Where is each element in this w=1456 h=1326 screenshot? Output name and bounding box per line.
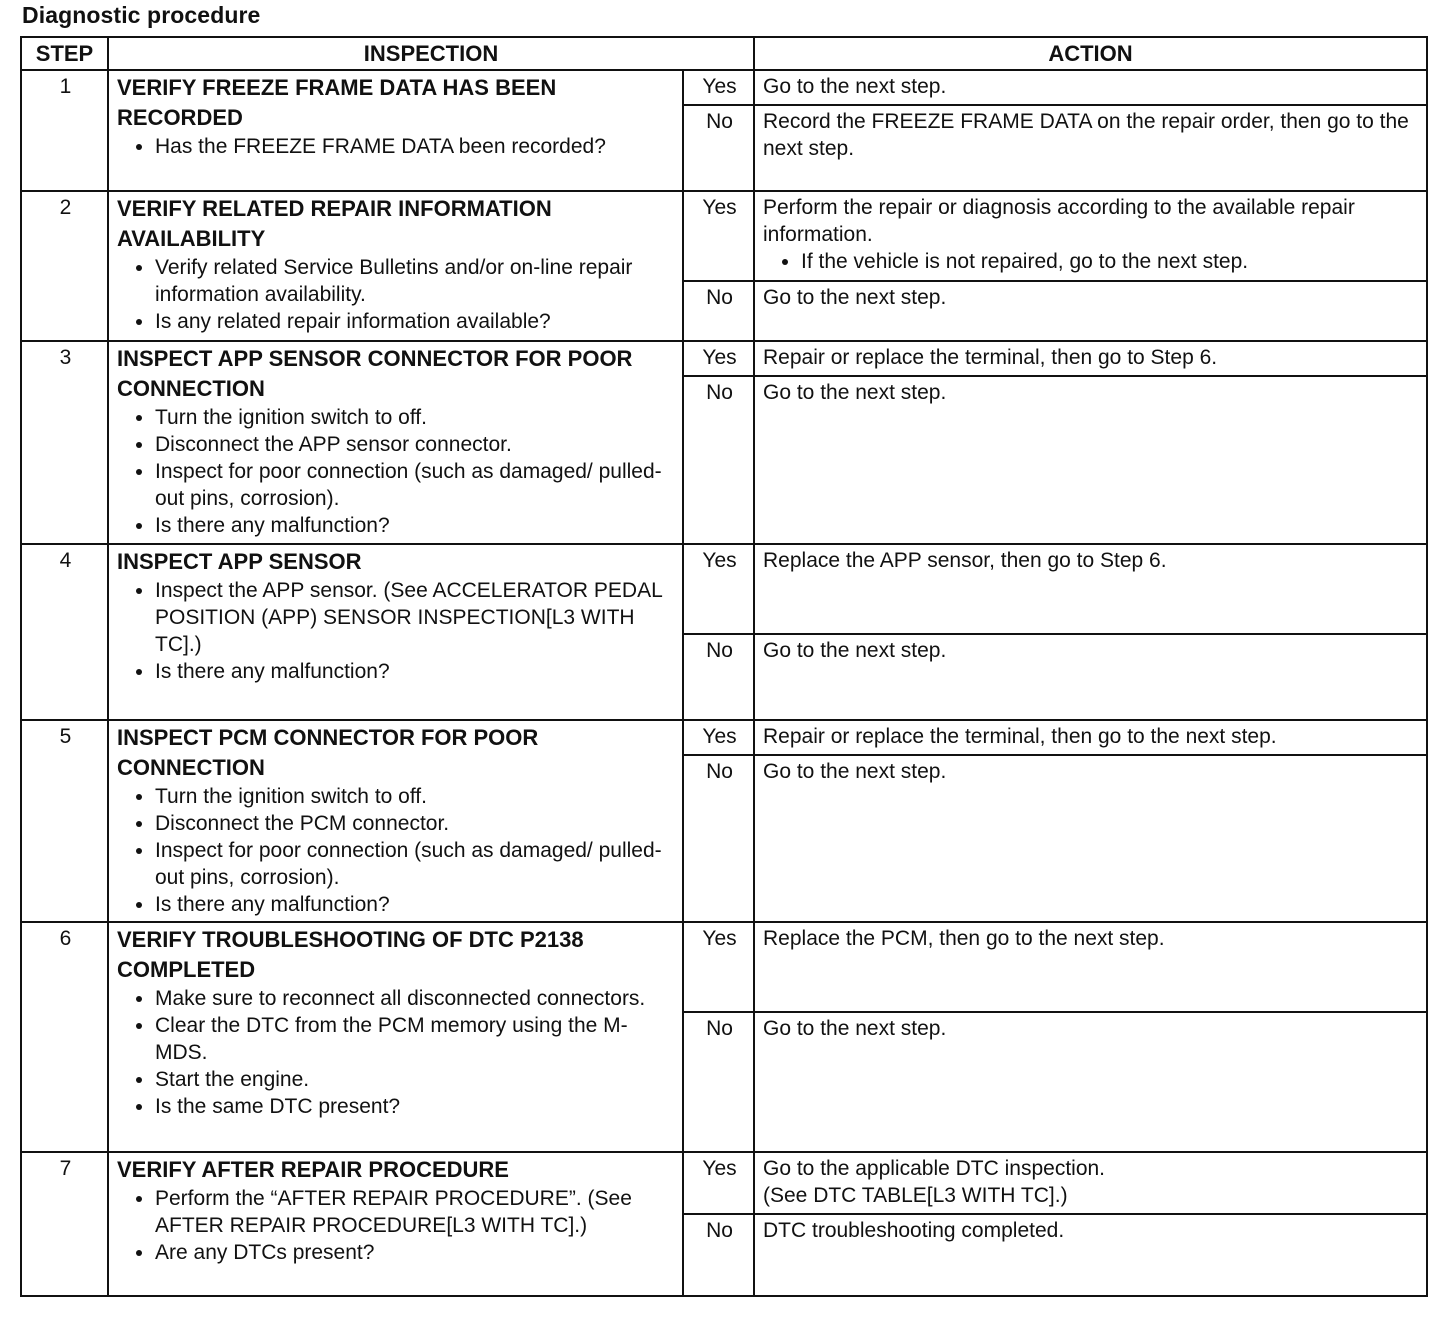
inspection-bullet: • Is the same DTC present? [155,1093,676,1120]
inspection-cell [108,922,683,1152]
inspection-bullet: • Start the engine. [155,1066,676,1093]
header-row [21,37,1427,70]
step-number: 3 [21,341,108,544]
inspection-title: VERIFY FREEZE FRAME DATA HAS BEEN RECORDED [117,75,557,130]
answer-no: No [683,1012,754,1152]
action-no-text: Record the FREEZE FRAME DATA on the repair order, then go to the next step. [763,110,1409,160]
inspection-title: INSPECT APP SENSOR [117,549,362,574]
action-no [754,1012,1427,1152]
inspection-bullet: • Is there any malfunction? [155,891,676,918]
answer-no: No [683,1214,754,1296]
action-no-text: Go to the next step. [763,760,947,783]
step-number: 4 [21,544,108,720]
action-yes [754,70,1427,105]
inspection-cell [108,70,683,191]
inspection-bullet: • Inspect for poor connection (such as damaged/ pulled-out pins, corrosion). [155,837,676,891]
answer-yes: Yes [683,544,754,634]
inspection-title: INSPECT APP SENSOR CONNECTOR FOR POOR CONNECTION [117,346,633,401]
inspection-bullets [117,254,676,335]
inspection-bullet: • Perform the “AFTER REPAIR PROCEDURE”. (See AFTER REPAIR PROCEDURE[L3 WITH TC].) [155,1185,676,1239]
step-row [21,191,1427,281]
step-number: 7 [21,1152,108,1296]
action-no [754,634,1427,720]
inspection-cell [108,720,683,922]
inspection-title: VERIFY AFTER REPAIR PROCEDURE [117,1157,509,1182]
answer-yes: Yes [683,191,754,281]
inspection-title: VERIFY TROUBLESHOOTING OF DTC P2138 COMPLETED [117,927,584,982]
diagnostic-table [20,36,1428,1297]
action-yes [754,341,1427,376]
step-row [21,70,1427,105]
inspection-bullet: • Has the FREEZE FRAME DATA been recorded? [155,133,676,160]
action-no-text: Go to the next step. [763,381,947,404]
action-yes-text: Replace the APP sensor, then go to Step 6. [763,549,1167,572]
action-yes-text: Repair or replace the terminal, then go to Step 6. [763,346,1218,369]
action-yes [754,544,1427,634]
inspection-bullet: • Is there any malfunction? [155,512,676,539]
action-yes-text: Go to the applicable DTC inspection. [763,1157,1106,1180]
step-row [21,544,1427,634]
step-number: 2 [21,191,108,341]
answer-yes: Yes [683,70,754,105]
action-yes [754,1152,1427,1214]
step-row [21,1152,1427,1214]
inspection-bullet: • Disconnect the PCM connector. [155,810,676,837]
inspection-bullets [117,1185,676,1266]
inspection-bullet: • Turn the ignition switch to off. [155,404,676,431]
header-inspection: INSPECTION [108,37,754,70]
inspection-bullet: • Make sure to reconnect all disconnected connectors. [155,985,676,1012]
action-yes-text: (See DTC TABLE[L3 WITH TC].) [763,1184,1068,1207]
action-yes-text: Perform the repair or diagnosis according to the available repair information. [763,196,1355,246]
action-yes-text: Replace the PCM, then go to the next step. [763,927,1165,950]
action-no [754,755,1427,922]
action-no [754,281,1427,341]
answer-no: No [683,634,754,720]
step-number: 5 [21,720,108,922]
inspection-bullet: • Inspect for poor connection (such as damaged/ pulled-out pins, corrosion). [155,458,676,512]
step-number: 1 [21,70,108,191]
inspection-bullets [117,577,676,685]
answer-yes: Yes [683,720,754,755]
inspection-title: INSPECT PCM CONNECTOR FOR POOR CONNECTION [117,725,539,780]
header-step: STEP [21,37,108,70]
answer-no: No [683,376,754,544]
action-yes-text: Repair or replace the terminal, then go to the next step. [763,725,1277,748]
action-sub-bullets [763,248,1420,275]
inspection-bullet: • Clear the DTC from the PCM memory using the M-MDS. [155,1012,676,1066]
action-yes [754,720,1427,755]
step-row [21,720,1427,755]
action-no [754,105,1427,191]
action-sub-bullet: • If the vehicle is not repaired, go to the next step. [801,248,1420,275]
answer-yes: Yes [683,1152,754,1214]
header-action: ACTION [754,37,1427,70]
answer-no: No [683,281,754,341]
inspection-bullet: • Inspect the APP sensor. (See ACCELERATOR PEDAL POSITION (APP) SENSOR INSPECTION[L3 WITH TC].) [155,577,676,658]
action-no-text: Go to the next step. [763,286,947,309]
answer-no: No [683,105,754,191]
inspection-bullet: • Is any related repair information available? [155,308,676,335]
action-no-text: Go to the next step. [763,1017,947,1040]
inspection-cell [108,1152,683,1296]
page-title: Diagnostic procedure [22,2,261,28]
answer-no: No [683,755,754,922]
action-no [754,1214,1427,1296]
inspection-bullet: • Turn the ignition switch to off. [155,783,676,810]
inspection-cell [108,544,683,720]
inspection-cell [108,191,683,341]
action-yes-text: Go to the next step. [763,75,947,98]
inspection-bullet: • Disconnect the APP sensor connector. [155,431,676,458]
step-row [21,922,1427,1012]
inspection-title: VERIFY RELATED REPAIR INFORMATION AVAILABILITY [117,196,552,251]
inspection-bullet: • Is there any malfunction? [155,658,676,685]
table-body [21,70,1427,1296]
inspection-bullet: • Are any DTCs present? [155,1239,676,1266]
step-number: 6 [21,922,108,1152]
action-no-text: Go to the next step. [763,639,947,662]
inspection-bullets [117,404,676,539]
answer-yes: Yes [683,922,754,1012]
action-yes [754,191,1427,281]
inspection-bullet: • Verify related Service Bulletins and/or on-line repair information availability. [155,254,676,308]
action-yes [754,922,1427,1012]
action-no [754,376,1427,544]
inspection-cell [108,341,683,544]
action-no-text: DTC troubleshooting completed. [763,1219,1065,1242]
inspection-bullets [117,133,676,160]
inspection-bullets [117,783,676,918]
step-row [21,341,1427,376]
answer-yes: Yes [683,341,754,376]
inspection-bullets [117,985,676,1120]
